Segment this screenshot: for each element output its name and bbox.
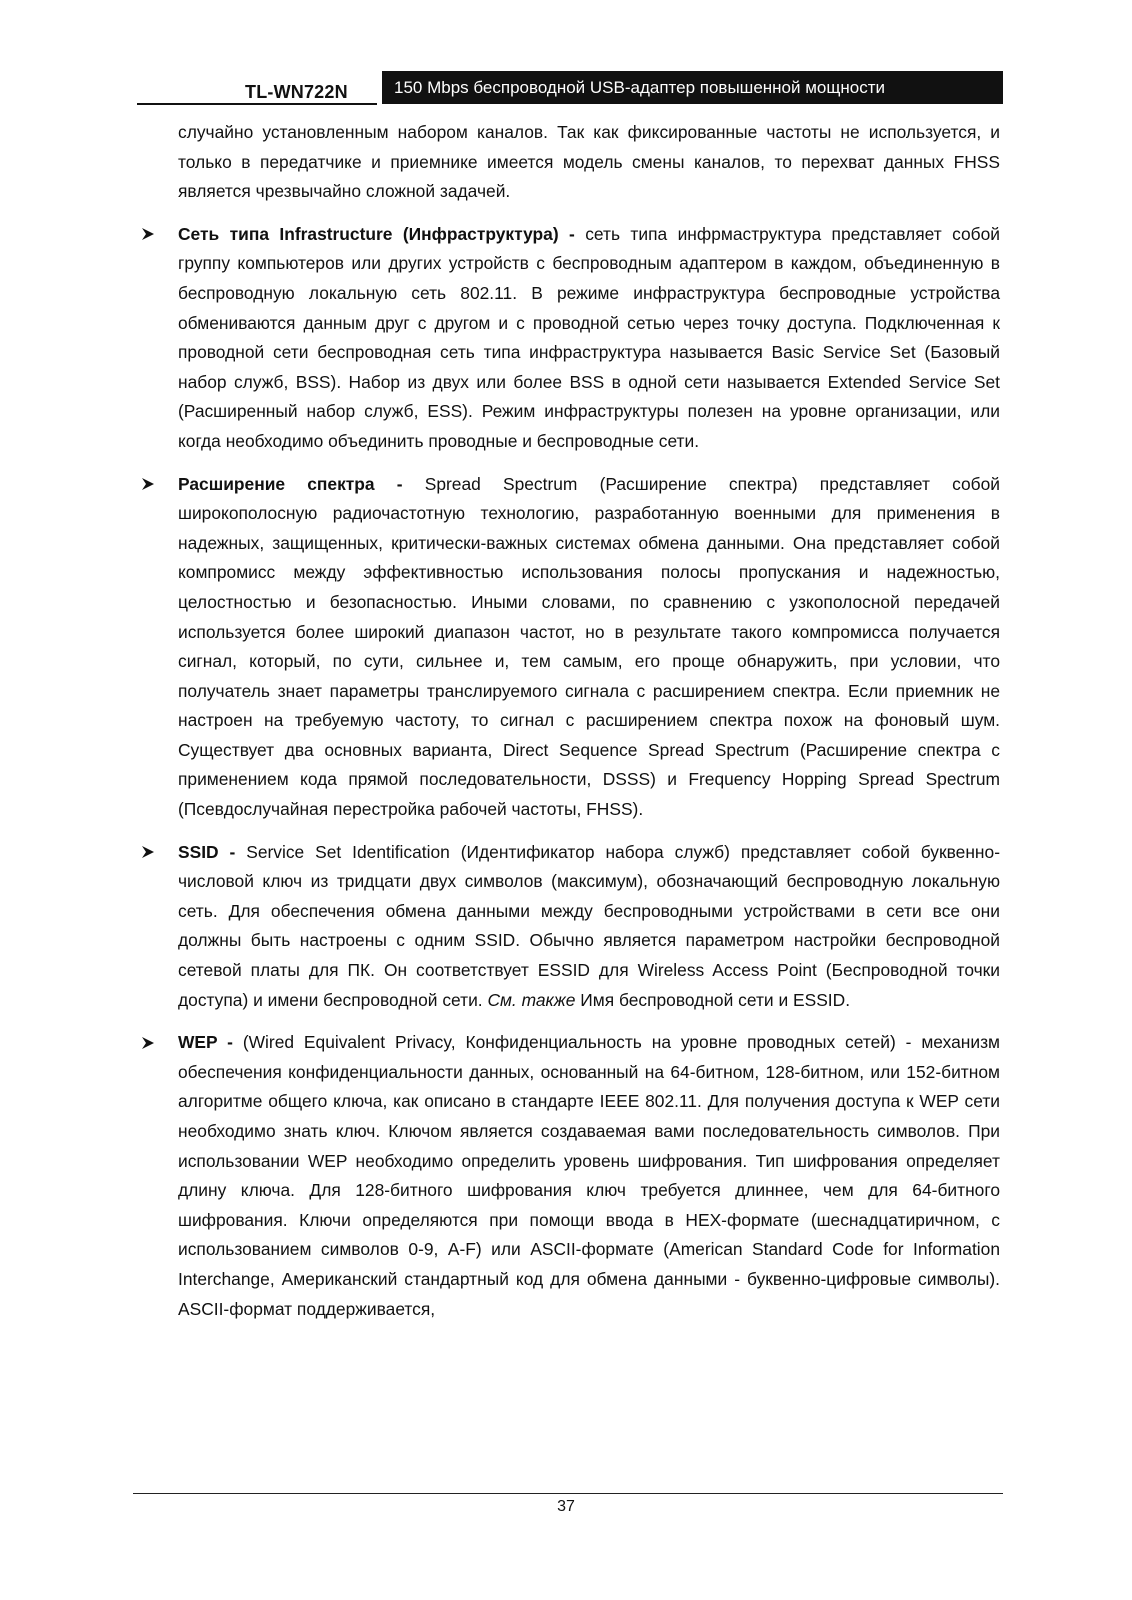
arrow-bullet-icon: [140, 220, 156, 249]
list-item: [178, 220, 1000, 457]
arrow-bullet-icon: [140, 838, 156, 867]
list-item: [178, 470, 1000, 825]
definition-wep: (Wired Equivalent Privacy, Конфиденциальность на уровне проводных сетей) - механизм обеспечения конфиденциальности данных, основанный на 64-битном, 128-битном, или 152-битном алгоритме общего ключа, как описано в стандарте IEEE 802.11. Для получения доступа к WEP сети необходимо знать ключ. Ключом является создаваемая вами последовательность символов. При использовании WEP необходимо определить уровень шифрования. Тип шифрования определяет длину ключа. Для 128-битного шифрования ключ требуется длиннее, чем для 64-битного шифрования. Ключи определяются при помощи ввода в HEX-формате (шеснадцатиричном, с использованием символов 0-9, A-F) или ASCII-формате (American Standard Code for Information Interchange, Американский стандартный код для обмена данными - буквенно-цифровые символы). ASCII-формат поддерживается,: [178, 1032, 1000, 1319]
arrow-bullet-icon: [140, 470, 156, 499]
list-item: [178, 838, 1000, 1016]
page-header: [137, 70, 1003, 106]
page-number: 37: [557, 1498, 575, 1515]
footer-divider: [133, 1493, 1003, 1494]
term-infrastructure: Сеть типа Infrastructure (Инфраструктура) -: [178, 223, 575, 244]
header-product: 150 Mbps беспроводной USB-адаптер повышенной мощности: [394, 78, 885, 97]
arrow-bullet-icon: [140, 1028, 156, 1057]
list-item: [178, 1028, 1000, 1324]
page-body: [178, 118, 1000, 1324]
header-model: TL-WN722N: [245, 82, 348, 102]
header-underline: [137, 103, 377, 105]
header-product-banner: [382, 71, 1003, 104]
term-spread-spectrum: Расширение спектра -: [178, 473, 403, 494]
definition-spread-spectrum: Spread Spectrum (Расширение спектра) представляет собой широкополосную радиочастотную технологию, разработанную военными для применения в надежных, защищенных, критически-важных системах обмена данными. Она представляет собой компромисс между эффективностью использования полосы пропускания и надежностью, целостностью и безопасностью. Иными словами, по сравнению с узкополосной передачей используется более широкий диапазон частот, но в результате такого компромисса получается сигнал, который, по сути, сильнее и, тем самым, его проще обнаружить, при условии, что получатель знает параметры транслируемого сигнала с расширением спектра. Если приемник не настроен на требуемую частоту, то сигнал с расширением спектра похож на фоновый шум. Существует два основных варианта, Direct Sequence Spread Spectrum (Расширение спектра с применением кода прямой последовательности, DSSS) и Frequency Hopping Spread Spectrum (Псевдослучайная перестройка рабочей частоты, FHSS).: [178, 473, 1000, 820]
definition-infrastructure: сеть типа инфрмаструктура представляет собой группу компьютеров или других устройств с беспроводным адаптером в каждом, объединенную в беспроводную локальную сеть 802.11. В режиме инфраструктура беспроводные устройства обмениваются данным друг с другом и с проводной сетью через точку доступа. Подключенная к проводной сети беспроводная сеть типа инфраструктура называется Basic Service Set (Базовый набор служб, BSS). Набор из двух или более BSS в одной сети называется Extended Service Set (Расширенный набор служб, ESS). Режим инфраструктуры полезен на уровне организации, или когда необходимо объединить проводные и беспроводные сети.: [178, 223, 1000, 451]
definition-ssid-tail: Имя беспроводной сети и ESSID.: [575, 989, 851, 1010]
definition-ssid: Service Set Identification (Идентификатор набора служб) представляет собой буквенно-числовой ключ из тридцати двух символов (максимум), обозначающий беспроводную локальную сеть. Для обеспечения обмена данными между беспроводными устройствами в сети все они должны быть настроены с одним SSID. Обычно является параметром настройки беспроводной сетевой платы для ПК. Он соответствует ESSID для Wireless Access Point (Беспроводной точки доступа) и имени беспроводной сети.: [178, 841, 1000, 1010]
term-ssid: SSID -: [178, 841, 236, 862]
see-also-label: См. также: [487, 989, 576, 1010]
intro-paragraph: случайно установленным набором каналов. Так как фиксированные частоты не используется, и только в передатчике и приемнике имеется модель смены каналов, то перехват данных FHSS является чрезвычайно сложной задачей.: [178, 122, 1000, 202]
term-wep: WEP -: [178, 1032, 233, 1053]
